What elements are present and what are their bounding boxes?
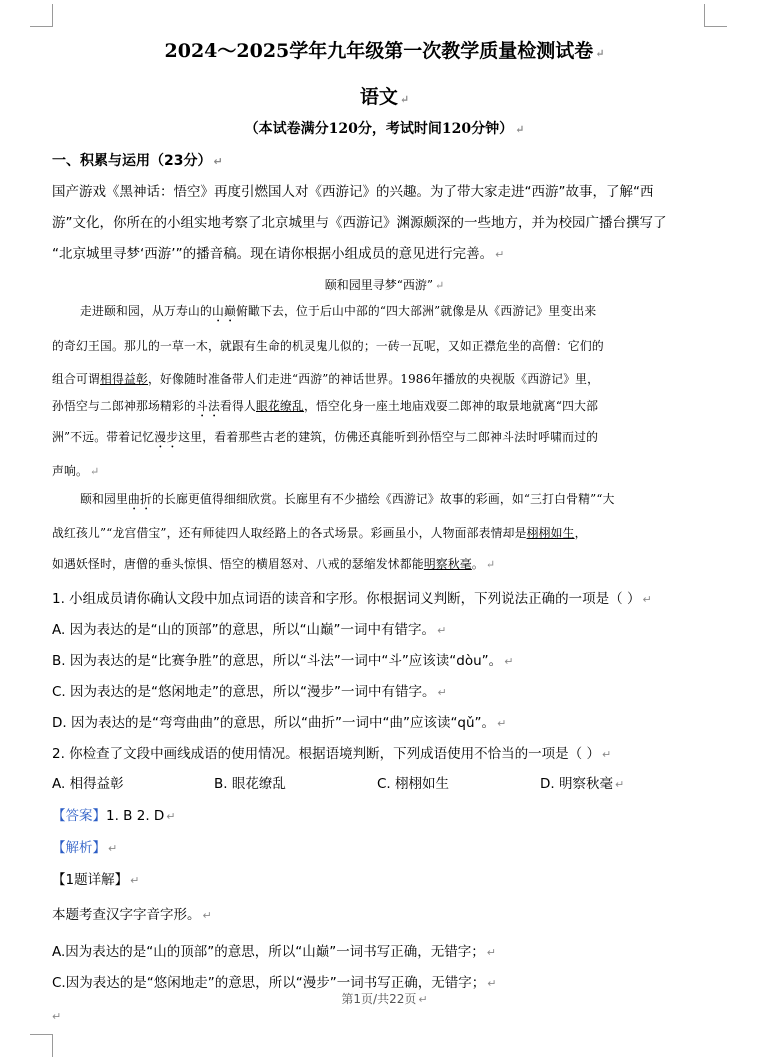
question-1-option-d: D. 因为表达的是“弯弯曲曲”的意思，所以“曲折”一词中“曲”应该读“qǔ”。 ↵ — [52, 715, 507, 731]
analysis-text-2: A.因为表达的是“山的顶部”的意思，所以“山巅”一词书写正确，无错字； ↵ — [52, 944, 496, 960]
question-1-option-c: C. 因为表达的是“悠闲地走”的意思，所以“漫步”一词中有错字。 ↵ — [52, 684, 447, 700]
detail-label-line: 【1题详解】 ↵ — [52, 872, 140, 888]
page-corner-mark-top-left — [30, 4, 53, 27]
page-corner-mark-top-right — [704, 4, 727, 27]
analysis-text-3: C.因为表达的是“悠闲地走”的意思，所以“漫步”一词书写正确，无错字； ↵ — [52, 975, 497, 991]
exam-note: （本试卷满分120分，考试时间120分钟） ↵ — [244, 121, 525, 137]
underlined-idiom: 栩栩如生 — [526, 526, 575, 540]
dotted-word: 山巅 — [211, 304, 236, 318]
passage-line: 走进颐和园，从万寿山的山巅俯瞰下去，位于后山中部的“四大部洲”就像是从《西游记》里变出来 — [80, 304, 597, 318]
underlined-idiom: 眼花缭乱 — [255, 399, 304, 413]
passage-line: 声响。 ↵ — [52, 464, 100, 478]
passage-line: 孙悟空与二郎神那场精彩的斗法看得人眼花缭乱，悟空化身一座土地庙戏耍二郎神的取景地就离“四大部 — [52, 399, 599, 413]
paragraph-mark-empty: ↵ — [52, 1010, 62, 1023]
page-number-footer: 第1页/共22页 ↵ — [341, 992, 428, 1006]
question-2-option-b: B. 眼花缭乱 — [214, 776, 286, 792]
answer-line: 【答案】1. B 2. D ↵ — [52, 808, 176, 824]
intro-line-1: 国产游戏《黑神话：悟空》再度引燃国人对《西游记》的兴趣。为了带大家走进“西游”故事，了解“西 — [52, 184, 654, 200]
question-2-option-c: C. 栩栩如生 — [377, 776, 450, 792]
passage-line: 颐和园里曲折的长廊更值得细细欣赏。长廊里有不少描绘《西游记》故事的彩画，如“三打白骨精”“大 — [80, 492, 615, 506]
passage-line: 洲”不远。带着记忆漫步这里，看着那些古老的建筑，仿佛还真能听到孙悟空与二郎神斗法时呼啸而过的 — [52, 430, 599, 444]
exam-title: 2024～2025学年九年级第一次教学质量检测试卷 ↵ — [164, 40, 605, 62]
analysis-label: 【解析】 — [52, 840, 106, 856]
intro-line-2: 游”文化，你所在的小组实地考察了北京城里与《西游记》渊源颇深的一些地方，并为校园广播台撰写了 — [52, 215, 667, 231]
passage-line: 战红孩儿”“龙宫借宝”，还有师徒四人取经路上的各式场景。彩画虽小，人物面部表情却是栩栩如生， — [52, 526, 587, 540]
dotted-word: 漫步 — [154, 430, 179, 444]
passage-line: 组合可谓相得益彰，好像随时准备带人们走进“西游”的神话世界。1986年播放的央视版《西游记》里， — [52, 372, 600, 386]
question-1-stem: 1. 小组成员请你确认文段中加点词语的读音和字形。你根据词义判断，下列说法正确的一项是（ ） ↵ — [52, 591, 652, 607]
question-2-option-a: A. 相得益彰 — [52, 776, 124, 792]
question-2-option-d: D. 明察秋毫 ↵ — [540, 776, 625, 792]
answer-label: 【答案】 — [52, 808, 106, 824]
analysis-line: 【解析】 ↵ — [52, 840, 118, 856]
passage-title: 颐和园里寻梦“西游” ↵ — [324, 278, 445, 292]
underlined-idiom: 相得益彰 — [100, 372, 148, 386]
dotted-word: 斗法 — [195, 399, 220, 413]
passage-line: 的奇幻王国。那儿的一草一木，就跟有生命的机灵鬼儿似的；一砖一瓦呢，又如正襟危坐的高僧：它们的 — [52, 339, 604, 353]
section-heading: 一、积累与运用（23分） ↵ — [52, 153, 223, 169]
dotted-word: 曲折 — [128, 492, 152, 506]
question-1-option-b: B. 因为表达的是“比赛争胜”的意思，所以“斗法”一词中“斗”应该读“dòu”。 ↵ — [52, 653, 514, 669]
page-corner-mark-bottom-left — [30, 1034, 53, 1057]
passage-line: 如遇妖怪时，唐僧的垂头惊惧、悟空的横眉怒对、八戒的瑟缩发怵都能明察秋毫。 ↵ — [52, 557, 496, 571]
underlined-idiom: 明察秋毫 — [423, 557, 472, 571]
exam-subject: 语文 ↵ — [359, 86, 410, 108]
question-1-option-a: A. 因为表达的是“山的顶部”的意思，所以“山巅”一词中有错字。 ↵ — [52, 622, 447, 638]
question-2-stem: 2. 你检查了文段中画线成语的使用情况。根据语境判断，下列成语使用不恰当的一项是（ ） ↵ — [52, 746, 612, 762]
intro-line-3: “北京城里寻梦‘西游’”的播音稿。现在请你根据小组成员的意见进行完善。 ↵ — [52, 246, 505, 262]
analysis-text-1: 本题考查汉字字音字形。 ↵ — [52, 907, 212, 923]
